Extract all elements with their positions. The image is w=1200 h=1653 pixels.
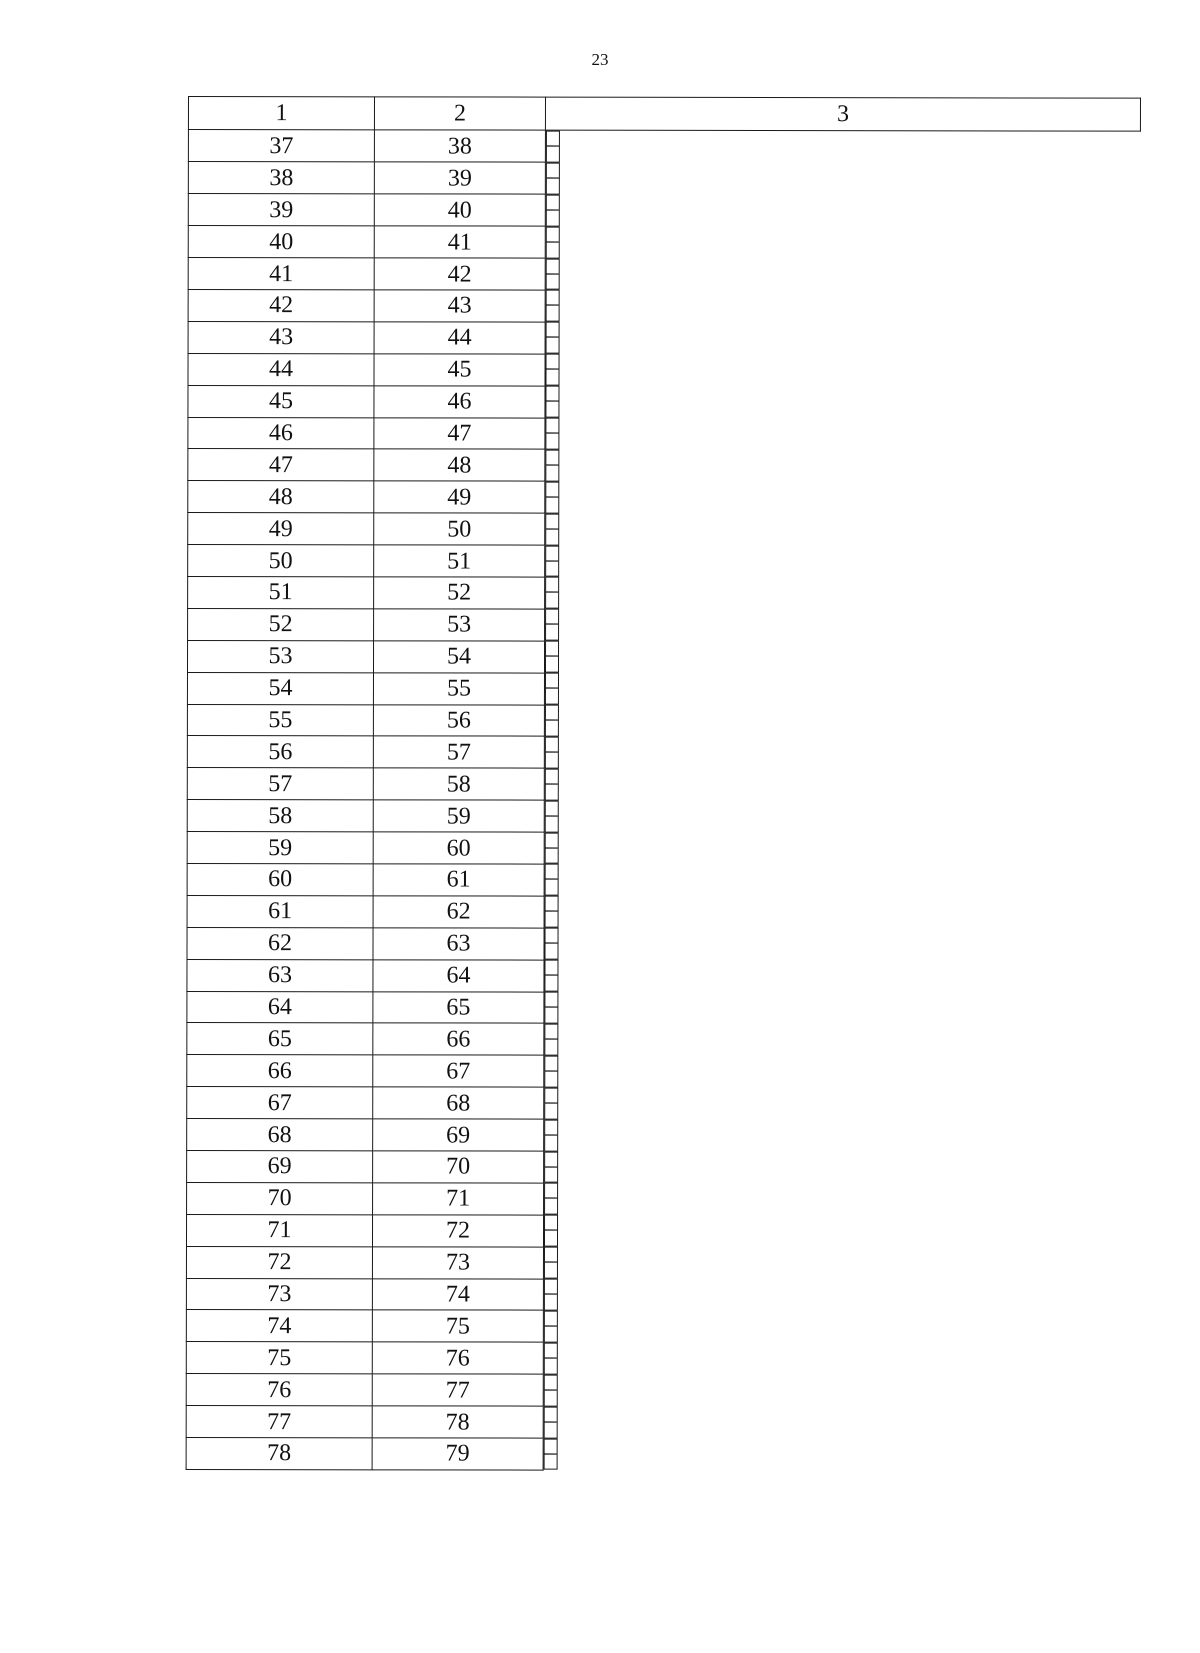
table-row <box>187 895 1139 929</box>
table-cell-col-1: 49 <box>188 513 374 545</box>
table-cell-col-1: 76 <box>186 1374 372 1406</box>
table-cell-col-1: 55 <box>187 704 373 736</box>
table-cell-col-2: 79 <box>372 1438 543 1470</box>
table-cell-col-1: 56 <box>187 736 373 768</box>
table-row <box>188 449 1140 483</box>
table-row <box>187 991 1139 1025</box>
table-cell-col-2: 59 <box>373 800 544 832</box>
table-cell-col-1: 41 <box>188 258 374 290</box>
table-cell-col-3: – <box>546 258 560 290</box>
table-cell-col-2: 46 <box>374 385 545 417</box>
column-header-1: 1 <box>188 97 374 130</box>
table-cell-col-1: 48 <box>188 481 374 513</box>
table-row <box>188 513 1140 547</box>
column-header-3: 3 <box>545 97 1140 131</box>
table-cell-col-2: 40 <box>374 194 545 226</box>
table-cell-col-1: 43 <box>188 321 374 353</box>
table-row <box>187 863 1139 897</box>
table-row <box>186 1278 1138 1312</box>
table-row <box>187 1182 1139 1216</box>
table-cell-col-1: 53 <box>187 640 373 672</box>
table-cell-col-1: 75 <box>186 1342 372 1374</box>
table-cell-col-1: 44 <box>188 353 374 385</box>
table-cell-col-3: – <box>544 1438 558 1470</box>
table-cell-col-1: 66 <box>187 1055 373 1087</box>
table-row <box>186 1438 1138 1472</box>
table-cell-col-2: 70 <box>373 1151 544 1183</box>
table-cell-col-1: 68 <box>187 1119 373 1151</box>
table-cell-col-2: 63 <box>373 928 544 960</box>
table-cell-col-1: 40 <box>188 226 374 258</box>
table-cell-col-3: – <box>544 928 558 960</box>
table-cell-col-3: – <box>545 354 559 386</box>
table-cell-col-1: 62 <box>187 927 373 959</box>
table-cell-col-3: – <box>545 705 559 737</box>
table-cell-col-3: – <box>544 1055 558 1087</box>
table-cell-col-3: – <box>545 450 559 482</box>
table-cell-col-2: 62 <box>373 896 544 928</box>
table-cell-col-3: – <box>546 131 560 163</box>
table-cell-col-1: 52 <box>188 608 374 640</box>
table-cell-col-3: – <box>546 226 560 258</box>
table-cell-col-1: 71 <box>186 1214 372 1246</box>
table-cell-col-2: 72 <box>372 1215 543 1247</box>
table-cell-col-2: 44 <box>374 322 545 354</box>
table-cell-col-2: 61 <box>373 864 544 896</box>
table-cell-col-3: – <box>545 768 559 800</box>
table-cell-col-2: 73 <box>372 1246 543 1278</box>
table-row <box>188 385 1140 419</box>
table-cell-col-2: 39 <box>374 162 545 194</box>
table-row <box>187 672 1139 706</box>
table-cell-col-3: – <box>544 1279 558 1311</box>
table-cell-col-3: – <box>545 577 559 609</box>
table-cell-col-3: – <box>545 418 559 450</box>
table-cell-col-2: 78 <box>372 1406 543 1438</box>
table-cell-col-2: 47 <box>374 417 545 449</box>
table-cell-col-1: 45 <box>188 385 374 417</box>
table-cell-col-3: – <box>544 1119 558 1151</box>
table-cell-col-1: 39 <box>188 194 374 226</box>
table-cell-col-2: 52 <box>374 577 545 609</box>
table-cell-col-1: 42 <box>188 289 374 321</box>
table-cell-col-2: 69 <box>373 1119 544 1151</box>
table-cell-col-2: 43 <box>374 290 545 322</box>
table-cell-col-2: 58 <box>373 768 544 800</box>
table-cell-col-2: 60 <box>373 832 544 864</box>
table-row <box>187 1087 1139 1121</box>
table-cell-col-1: 46 <box>188 417 374 449</box>
table-cell-col-3: – <box>544 1247 558 1279</box>
table-row <box>187 640 1139 674</box>
table-cell-col-2: 49 <box>374 481 545 513</box>
table-cell-col-2: 45 <box>374 354 545 386</box>
table-cell-col-1: 38 <box>188 162 374 194</box>
table-cell-col-3: – <box>545 673 559 705</box>
table-row <box>188 481 1140 515</box>
table-cell-col-3: – <box>545 481 559 513</box>
table-cell-col-3: – <box>546 322 560 354</box>
table-row <box>187 832 1139 866</box>
table-row <box>187 1023 1139 1057</box>
table-cell-col-3: – <box>546 163 560 195</box>
table-row <box>186 1342 1138 1376</box>
table-cell-col-3: – <box>545 896 559 928</box>
table-cell-col-3: – <box>545 386 559 418</box>
table-header-row <box>188 97 1140 132</box>
table-row <box>188 417 1140 451</box>
table-row <box>186 1310 1138 1344</box>
table-row <box>187 1055 1139 1089</box>
table-cell-col-3: – <box>544 1342 558 1374</box>
table-row <box>188 226 1140 260</box>
table-cell-col-2: 51 <box>374 545 545 577</box>
table-cell-col-2: 76 <box>372 1342 543 1374</box>
table-cell-col-2: 48 <box>374 449 545 481</box>
table-cell-col-1: 51 <box>188 576 374 608</box>
table-row <box>186 1214 1138 1248</box>
table-cell-col-2: 65 <box>373 991 544 1023</box>
column-header-2: 2 <box>374 97 545 130</box>
table-row <box>186 1374 1138 1408</box>
table-cell-col-1: 58 <box>187 800 373 832</box>
table-row <box>188 289 1140 323</box>
table-cell-col-1: 74 <box>186 1310 372 1342</box>
table-row <box>188 576 1140 610</box>
table-cell-col-2: 57 <box>373 736 544 768</box>
table-cell-col-1: 64 <box>187 991 373 1023</box>
table-cell-col-3: – <box>545 513 559 545</box>
table-cell-col-1: 60 <box>187 863 373 895</box>
table-cell-col-3: – <box>544 1406 558 1438</box>
table-cell-col-3: – <box>544 1024 558 1056</box>
table-row <box>186 1406 1138 1440</box>
table-row <box>188 353 1140 387</box>
table-cell-col-3: – <box>546 290 560 322</box>
table-cell-col-2: 75 <box>372 1310 543 1342</box>
table-row <box>188 258 1140 292</box>
table-cell-col-2: 71 <box>373 1183 544 1215</box>
table-cell-col-3: – <box>544 1183 558 1215</box>
table-cell-col-2: 42 <box>374 258 545 290</box>
table-cell-col-1: 47 <box>188 449 374 481</box>
table-cell-col-3: – <box>544 992 558 1024</box>
table-cell-col-1: 65 <box>187 1023 373 1055</box>
data-table <box>186 96 1141 1472</box>
table-cell-col-3: – <box>545 864 559 896</box>
table-row <box>187 768 1139 802</box>
table-cell-col-1: 70 <box>187 1182 373 1214</box>
table-row <box>187 1119 1139 1153</box>
table-cell-col-2: 41 <box>374 226 545 258</box>
table-row <box>187 704 1139 738</box>
table-cell-col-3: – <box>545 800 559 832</box>
table-cell-col-3: – <box>545 545 559 577</box>
table-cell-col-1: 69 <box>187 1150 373 1182</box>
table-cell-col-3: – <box>545 609 559 641</box>
table-cell-col-3: – <box>545 737 559 769</box>
table-cell-col-2: 77 <box>372 1374 543 1406</box>
table-cell-col-2: 55 <box>373 672 544 704</box>
table-cell-col-3: – <box>544 1087 558 1119</box>
table-row <box>188 608 1140 642</box>
table-cell-col-1: 50 <box>188 545 374 577</box>
table-row <box>188 194 1140 228</box>
table-cell-col-3: – <box>544 1374 558 1406</box>
table-cell-col-1: 61 <box>187 895 373 927</box>
table-cell-col-2: 54 <box>373 641 544 673</box>
table-cell-col-3: – <box>544 1215 558 1247</box>
table-cell-col-3: – <box>545 832 559 864</box>
table-row <box>187 959 1139 993</box>
table-cell-col-2: 38 <box>374 130 545 163</box>
table-cell-col-1: 37 <box>188 130 374 163</box>
table-row <box>186 1246 1138 1280</box>
table-cell-col-2: 74 <box>372 1278 543 1310</box>
table-cell-col-3: – <box>546 194 560 226</box>
table-cell-col-1: 57 <box>187 768 373 800</box>
table-row <box>187 736 1139 770</box>
page-number: 23 <box>591 50 609 69</box>
table-cell-col-3: – <box>544 1311 558 1343</box>
table-cell-col-1: 63 <box>187 959 373 991</box>
table-cell-col-2: 67 <box>373 1055 544 1087</box>
table-cell-col-3: – <box>545 641 559 673</box>
table-cell-col-1: 59 <box>187 832 373 864</box>
table-row <box>187 800 1139 834</box>
table-row <box>188 162 1140 196</box>
table-row <box>188 130 1140 164</box>
table-cell-col-2: 50 <box>374 513 545 545</box>
table-cell-col-2: 64 <box>373 959 544 991</box>
table-row <box>188 545 1140 579</box>
table-body <box>186 130 1140 1472</box>
table-cell-col-1: 77 <box>186 1406 372 1438</box>
table-cell-col-1: 72 <box>186 1246 372 1278</box>
table-cell-col-1: 73 <box>186 1278 372 1310</box>
table-cell-col-2: 68 <box>373 1087 544 1119</box>
table-cell-col-2: 66 <box>373 1023 544 1055</box>
table-cell-col-1: 67 <box>187 1087 373 1119</box>
table-cell-col-3: – <box>544 1151 558 1183</box>
table-row <box>187 1150 1139 1184</box>
table-row <box>188 321 1140 355</box>
table-cell-col-3: – <box>544 960 558 992</box>
table-cell-col-2: 56 <box>373 704 544 736</box>
table-cell-col-1: 78 <box>186 1438 372 1470</box>
table-row <box>187 927 1139 961</box>
table-cell-col-2: 53 <box>374 609 545 641</box>
table-cell-col-1: 54 <box>187 672 373 704</box>
